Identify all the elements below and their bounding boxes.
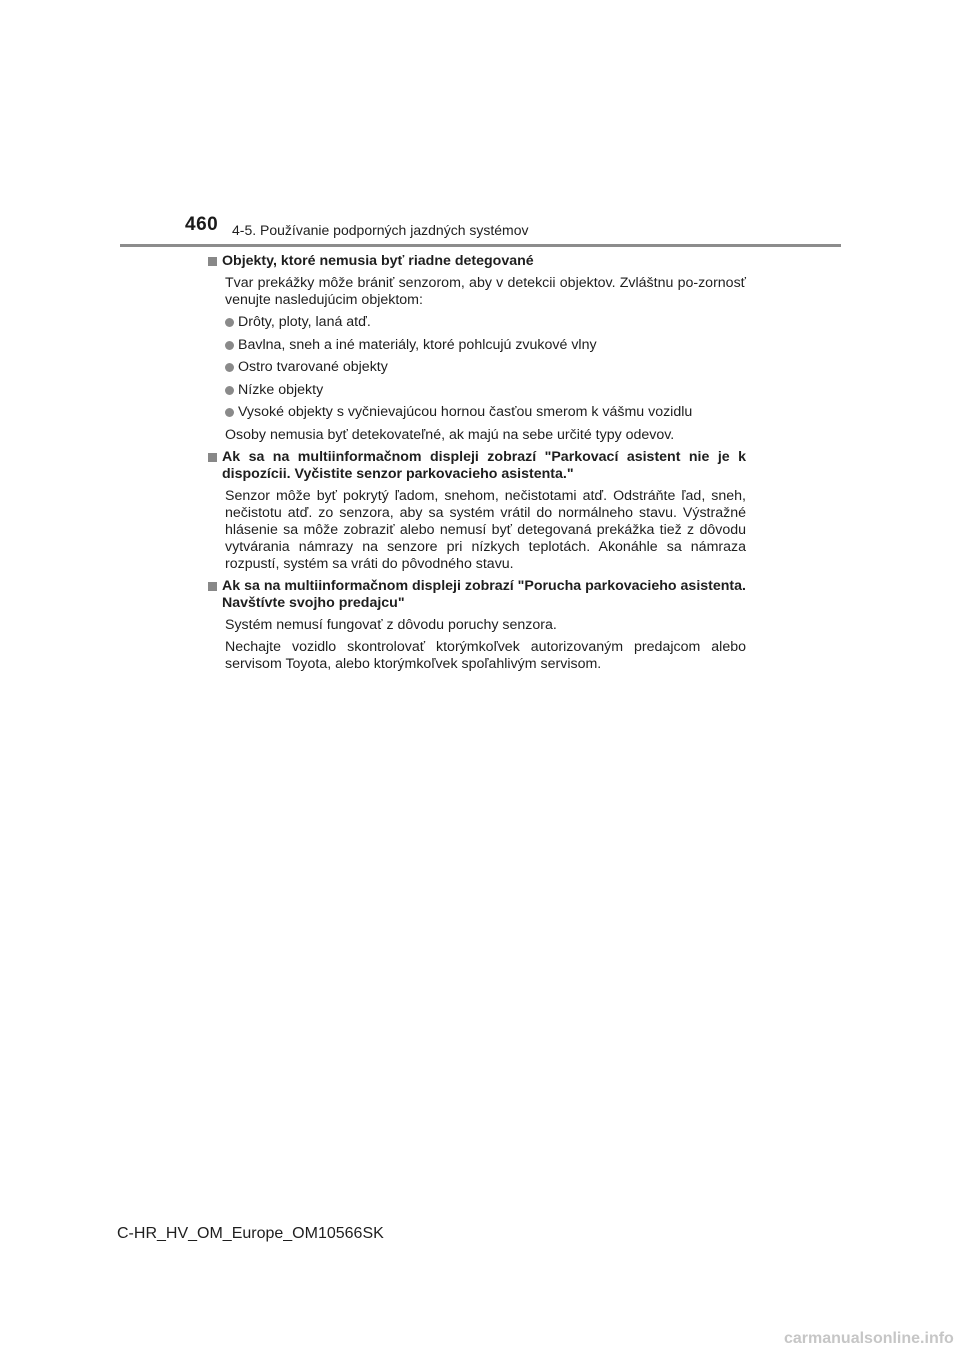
square-bullet-icon <box>208 257 217 266</box>
list-item-text: Vysoké objekty s vyčnievajúcou hornou časťou smerom k vášmu vozidlu <box>238 404 693 420</box>
header-title: 4-5. Používanie podporných jazdných systémov <box>232 222 529 238</box>
section-outro: Osoby nemusia byť detekovateľné, ak majú na sebe určité typy odevov. <box>225 426 675 443</box>
section-heading <box>208 578 746 612</box>
round-bullet-icon <box>225 386 234 395</box>
list-item-text: Drôty, ploty, laná atď. <box>238 314 371 330</box>
round-bullet-icon <box>225 318 234 327</box>
section-heading-text: Ak sa na multiinformačnom displeji zobrazí "Parkovací asistent nie je k dispozícii. Vyčistite senzor parkovacieho asistenta." <box>222 448 746 482</box>
section-heading-text: Ak sa na multiinformačnom displeji zobrazí "Porucha parkovacieho asistenta. Navštívte svojho predajcu" <box>222 577 746 611</box>
square-bullet-icon <box>208 453 217 462</box>
section-heading-text: Objekty, ktoré nemusia byť riadne detegované <box>222 253 534 269</box>
list-item <box>225 382 746 399</box>
list-item <box>225 404 746 421</box>
footer-document-code: C-HR_HV_OM_Europe_OM10566SK <box>117 1225 384 1242</box>
round-bullet-icon <box>225 408 234 417</box>
list-item-text: Nízke objekty <box>238 381 324 398</box>
list-item <box>225 314 746 331</box>
section-intro: Tvar prekážky môže brániť senzorom, aby v detekcii objektov. Zvláštnu po-zornosť venujte nasledujúcim objektom: <box>225 275 746 308</box>
section-heading <box>208 253 746 270</box>
section-heading <box>208 449 746 483</box>
list-item <box>225 359 746 376</box>
header-rule <box>120 244 841 247</box>
list-item <box>225 337 746 354</box>
list-item-text: Bavlna, sneh a iné materiály, ktoré pohlcujú zvukové vlny <box>238 336 597 353</box>
round-bullet-icon <box>225 341 234 350</box>
list-item-text: Ostro tvarované objekty <box>238 359 388 375</box>
page-content <box>208 253 746 678</box>
section-paragraph: Systém nemusí fungovať z dôvodu poruchy senzora. <box>225 616 557 633</box>
section-assistant-malfunction <box>208 578 746 673</box>
watermark: carmanualsonline.info <box>784 1330 954 1347</box>
section-paragraph: Senzor môže byť pokrytý ľadom, snehom, nečistotami atď. Odstráňte ľad, sneh, nečistotu atď. zo senzora, aby sa systém vrátil do normálneho stavu. Výstražné hlásenie sa môže zobraziť alebo nemusí byť detegovaná prekážka tiež z dôvodu vytvárania námrazy na senzore pri nízkych teplotách. Akonáhle sa námraza rozpustí, systém sa vráti do pôvodného stavu. <box>225 487 746 572</box>
square-bullet-icon <box>208 582 217 591</box>
section-paragraph: Nechajte vozidlo skontrolovať ktorýmkoľvek autorizovaným predajcom alebo servisom Toyota, alebo ktorýmkoľvek spoľahlivým servisom. <box>225 638 746 672</box>
round-bullet-icon <box>225 363 234 372</box>
bullet-list <box>225 314 746 421</box>
section-undetected-objects <box>208 253 746 444</box>
section-sensor-not-available <box>208 449 746 573</box>
page-number: 460 <box>185 214 219 235</box>
